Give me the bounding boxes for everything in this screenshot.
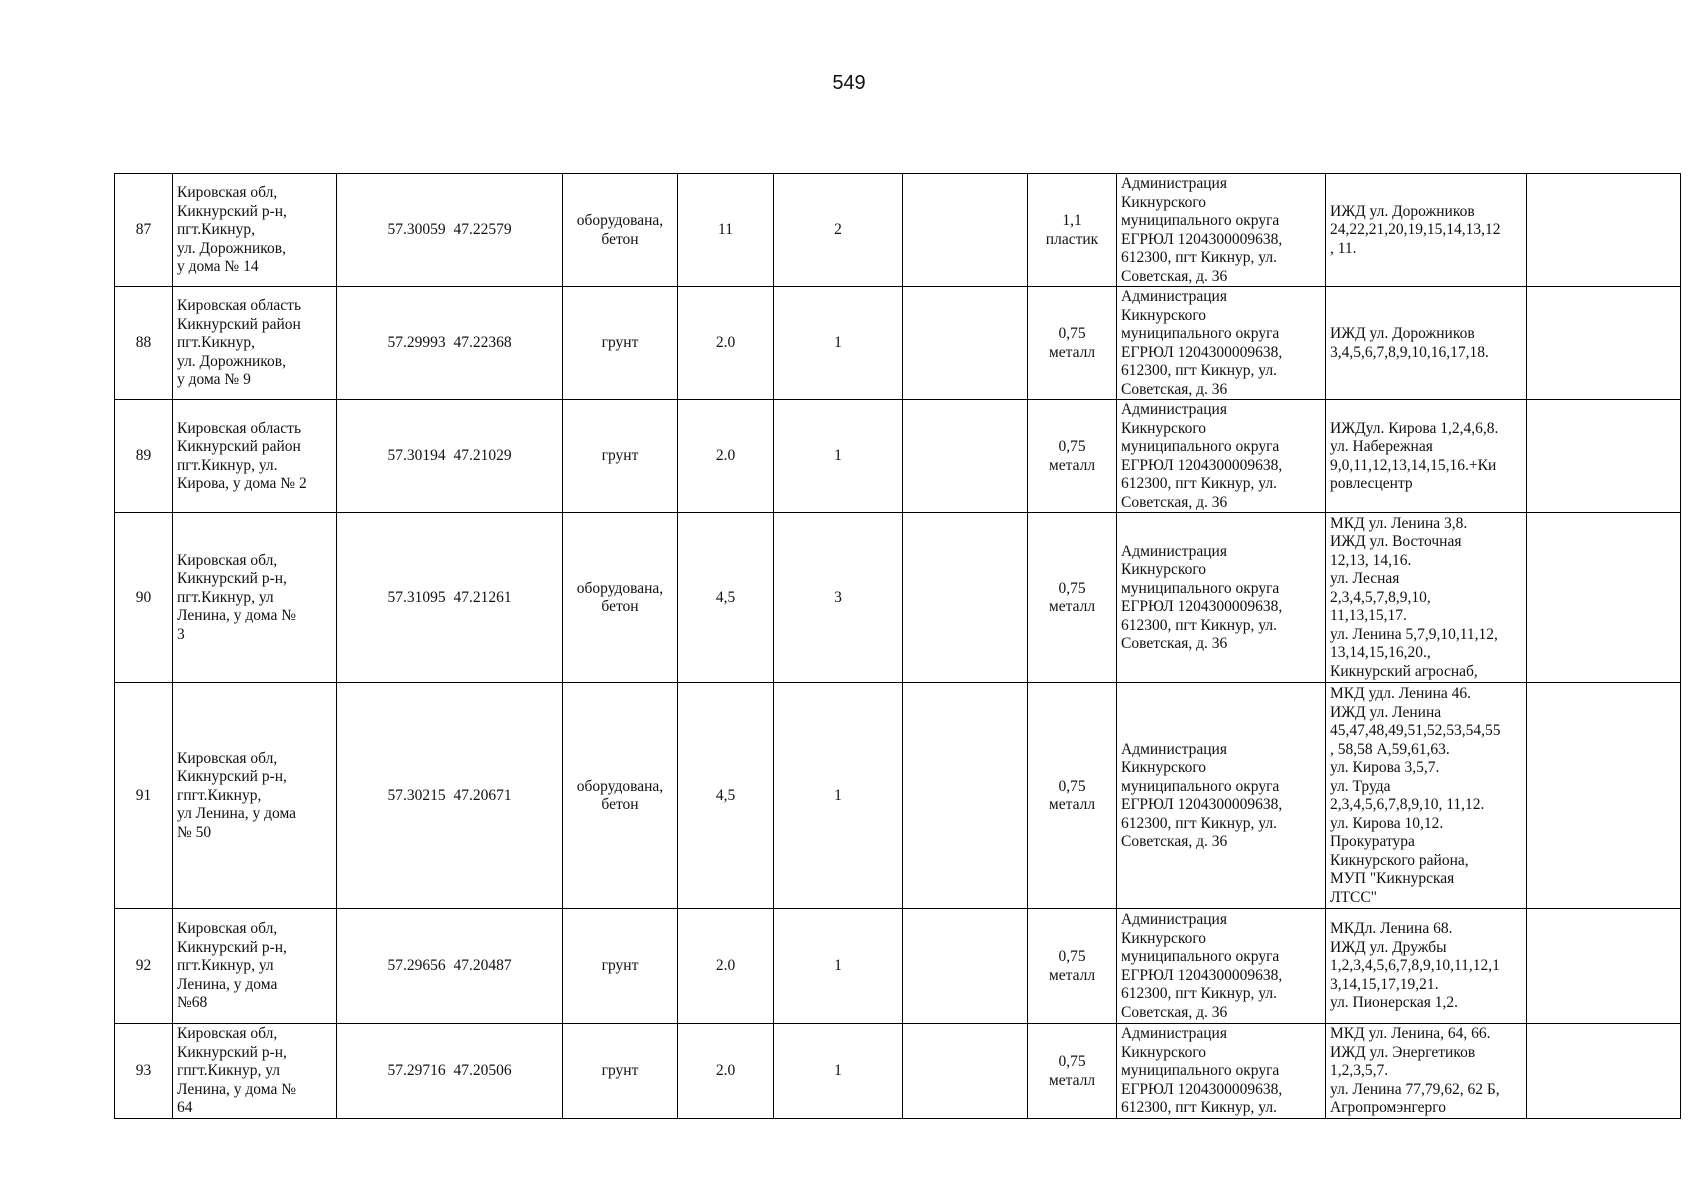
- cell-coordinates: 57.30194 47.21029: [337, 400, 563, 513]
- cell-line: Администрация: [1121, 542, 1227, 560]
- table-row: [115, 287, 1681, 400]
- cell-line: ул. Ленина 5,7,9,10,11,12,: [1330, 625, 1498, 643]
- cell-line: пластик: [1045, 230, 1099, 248]
- cell-line: ул. Труда: [1330, 777, 1391, 795]
- cell-line: 3,4,5,6,7,8,9,10,16,17,18.: [1330, 343, 1489, 361]
- cell-line: 24,22,21,20,19,15,14,13,12: [1330, 221, 1501, 239]
- cell-line: ЕГРЮЛ 1204300009638,: [1121, 343, 1283, 361]
- cell-line: Кикнурский р-н,: [177, 768, 287, 786]
- cell-line: Кикнурский р-н,: [177, 938, 287, 956]
- cell-line: грунт: [601, 447, 639, 465]
- table-row: [115, 909, 1681, 1024]
- cell-extra: [1527, 1024, 1681, 1119]
- cell-line: 612300, пгт Кикнур, ул.: [1121, 814, 1277, 832]
- cell-number: 89: [115, 400, 173, 513]
- cell-waste-sources: [1326, 909, 1527, 1024]
- cell-line: Кикнурского: [1121, 561, 1207, 578]
- cell-line: 612300, пгт Кикнур, ул.: [1121, 985, 1277, 1002]
- cell-line: ИЖД ул. Восточная: [1330, 533, 1462, 551]
- cell-coordinates: 57.30215 47.20671: [337, 683, 563, 909]
- cell-empty: [903, 400, 1028, 513]
- cell-line: ИЖДул. Кирова 1,2,4,6,8.: [1330, 419, 1499, 437]
- cell-line: ул. Дорожников,: [177, 352, 286, 370]
- cell-line: Кикнурского: [1121, 929, 1207, 947]
- cell-line: металл: [1048, 796, 1096, 813]
- cell-owner: [1117, 683, 1326, 909]
- cell-line: муниципального округа: [1121, 948, 1280, 965]
- cell-line: 612300, пгт Кикнур, ул.: [1121, 362, 1277, 379]
- cell-number: 87: [115, 174, 173, 287]
- cell-line: 2,3,4,5,7,8,9,10,: [1330, 588, 1431, 606]
- cell-owner: [1117, 909, 1326, 1024]
- cell-surface: [563, 513, 678, 683]
- cell-line: Кикнурский район: [177, 438, 301, 455]
- cell-line: 612300, пгт Кикнур, ул.: [1121, 249, 1277, 266]
- cell-line: Советская, д. 36: [1121, 635, 1228, 652]
- cell-line: ул. Дорожников,: [177, 239, 286, 257]
- cell-empty: [903, 683, 1028, 909]
- cell-line: ул. Кирова 3,5,7.: [1330, 759, 1440, 776]
- cell-line: Администрация: [1121, 740, 1227, 758]
- cell-container-volume: [1028, 174, 1117, 287]
- cell-line: Администрация: [1121, 1025, 1227, 1043]
- cell-number: 92: [115, 909, 173, 1024]
- cell-address: [173, 683, 337, 909]
- cell-surface: [563, 174, 678, 287]
- cell-line: 13,14,15,16,20.,: [1330, 644, 1431, 662]
- cell-container-volume: [1028, 909, 1117, 1024]
- cell-number: 88: [115, 287, 173, 400]
- cell-empty: [903, 513, 1028, 683]
- cell-line: МУП "Кикнурская: [1330, 870, 1455, 887]
- cell-line: МКД удл. Ленина 46.: [1330, 685, 1472, 702]
- cell-line: Ленина, у дома: [177, 975, 278, 993]
- cell-container-count: 2: [774, 174, 903, 287]
- cell-line: металл: [1048, 598, 1096, 615]
- cell-line: 1,2,3,4,5,6,7,8,9,10,11,12,1: [1330, 957, 1500, 975]
- cell-coordinates: 57.29993 47.22368: [337, 287, 563, 400]
- cell-address: [173, 909, 337, 1024]
- cell-line: муниципального округа: [1121, 212, 1280, 229]
- cell-line: 3,14,15,17,19,21.: [1330, 975, 1439, 993]
- page-number: 549: [832, 72, 866, 94]
- cell-line: Советская, д. 36: [1121, 267, 1228, 285]
- cell-line: оборудована,: [576, 777, 664, 795]
- cell-line: 0,75: [1058, 438, 1086, 455]
- cell-line: 0,75: [1058, 325, 1086, 342]
- cell-line: металл: [1048, 456, 1096, 474]
- cell-line: 0,75: [1058, 948, 1086, 965]
- cell-line: 612300, пгт Кикнур, ул.: [1121, 1099, 1277, 1117]
- cell-line: ИЖД ул. Дорожников: [1330, 202, 1475, 220]
- cell-line: 0,75: [1058, 1053, 1086, 1070]
- cell-area: 2.0: [678, 400, 774, 513]
- cell-line: Кикнурский р-н,: [177, 1043, 287, 1061]
- cell-line: Кировская обл,: [177, 749, 278, 767]
- cell-line: Кикнурского: [1121, 1043, 1207, 1061]
- cell-line: МКД ул. Ленина 3,8.: [1330, 514, 1468, 532]
- cell-line: ул. Ленина 77,79,62, 62 Б,: [1330, 1080, 1500, 1098]
- cell-line: пгт.Кикнур,: [177, 221, 255, 239]
- cell-line: ЕГРЮЛ 1204300009638,: [1121, 966, 1283, 984]
- waste-sites-table: [114, 173, 1681, 1119]
- cell-container-count: 1: [774, 287, 903, 400]
- cell-line: Кировская обл,: [177, 920, 278, 938]
- cell-line: Ленина, у дома №: [177, 1080, 297, 1098]
- cell-line: муниципального округа: [1121, 438, 1280, 455]
- cell-line: пгт.Кикнур, ул: [177, 588, 274, 606]
- cell-line: Кикнурский агроснаб,: [1330, 662, 1478, 680]
- cell-address: [173, 400, 337, 513]
- cell-surface: [563, 400, 678, 513]
- cell-line: 1,1: [1062, 212, 1082, 229]
- cell-extra: [1527, 174, 1681, 287]
- cell-line: гпгт.Кикнур,: [177, 786, 262, 804]
- cell-line: Кировская область: [177, 297, 302, 315]
- cell-line: №68: [177, 994, 208, 1012]
- cell-line: Советская, д. 36: [1121, 833, 1228, 850]
- cell-line: ИЖД ул. Дорожников: [1330, 325, 1475, 342]
- cell-line: Агропромэнгерго: [1330, 1099, 1447, 1117]
- cell-line: оборудована,: [576, 579, 664, 597]
- cell-line: 0,75: [1058, 579, 1086, 597]
- cell-line: Советская, д. 36: [1121, 493, 1228, 511]
- cell-line: Советская, д. 36: [1121, 380, 1228, 398]
- cell-line: ЕГРЮЛ 1204300009638,: [1121, 230, 1283, 248]
- cell-extra: [1527, 287, 1681, 400]
- cell-line: Кикнурского: [1121, 193, 1207, 211]
- cell-line: грунт: [601, 957, 639, 975]
- cell-area: 2.0: [678, 1024, 774, 1119]
- cell-line: металл: [1048, 966, 1096, 984]
- cell-line: 11,13,15,17.: [1330, 607, 1407, 625]
- cell-line: у дома № 14: [177, 258, 259, 276]
- cell-line: Кикнурского: [1121, 306, 1207, 324]
- cell-line: Администрация: [1121, 175, 1227, 192]
- cell-coordinates: 57.29716 47.20506: [337, 1024, 563, 1119]
- cell-line: Кировская обл,: [177, 551, 278, 569]
- cell-line: Кикнурский р-н,: [177, 202, 287, 220]
- cell-line: ЕГРЮЛ 1204300009638,: [1121, 598, 1283, 615]
- cell-owner: [1117, 174, 1326, 287]
- cell-address: [173, 287, 337, 400]
- cell-owner: [1117, 287, 1326, 400]
- cell-owner: [1117, 513, 1326, 683]
- cell-line: , 58,58 А,59,61,63.: [1330, 740, 1450, 758]
- cell-line: ЕГРЮЛ 1204300009638,: [1121, 1080, 1283, 1098]
- cell-line: муниципального округа: [1121, 579, 1280, 597]
- table-row: [115, 400, 1681, 513]
- cell-line: муниципального округа: [1121, 777, 1280, 795]
- cell-line: ЕГРЮЛ 1204300009638,: [1121, 796, 1283, 813]
- cell-surface: [563, 683, 678, 909]
- cell-extra: [1527, 683, 1681, 909]
- cell-waste-sources: [1326, 174, 1527, 287]
- cell-address: [173, 174, 337, 287]
- cell-line: МКДл. Ленина 68.: [1330, 920, 1453, 938]
- cell-container-count: 1: [774, 683, 903, 909]
- cell-line: Кировская обл,: [177, 184, 278, 202]
- cell-line: пгт.Кикнур, ул.: [177, 456, 278, 474]
- cell-line: гпгт.Кикнур, ул: [177, 1062, 281, 1080]
- cell-line: ЛТСС": [1330, 888, 1377, 906]
- table-row: [115, 1024, 1681, 1119]
- cell-container-count: 1: [774, 909, 903, 1024]
- cell-number: 90: [115, 513, 173, 683]
- cell-line: бетон: [601, 230, 639, 248]
- cell-container-volume: [1028, 683, 1117, 909]
- cell-line: металл: [1048, 343, 1096, 361]
- cell-waste-sources: [1326, 400, 1527, 513]
- cell-line: Прокуратура: [1330, 833, 1415, 850]
- cell-line: у дома № 9: [177, 371, 251, 389]
- cell-line: Кировская область: [177, 419, 302, 437]
- cell-surface: [563, 909, 678, 1024]
- cell-empty: [903, 909, 1028, 1024]
- table-row: [115, 683, 1681, 909]
- cell-line: Кикнурский район: [177, 315, 301, 333]
- cell-line: № 50: [177, 823, 212, 841]
- cell-line: Кикнурского: [1121, 759, 1207, 776]
- cell-line: 2,3,4,5,6,7,8,9,10, 11,12.: [1330, 796, 1485, 813]
- cell-line: муниципального округа: [1121, 1062, 1280, 1080]
- cell-empty: [903, 174, 1028, 287]
- cell-address: [173, 1024, 337, 1119]
- cell-number: 91: [115, 683, 173, 909]
- cell-line: Администрация: [1121, 401, 1227, 418]
- cell-number: 93: [115, 1024, 173, 1119]
- cell-extra: [1527, 400, 1681, 513]
- cell-line: ИЖД ул. Дружбы: [1330, 938, 1447, 956]
- cell-empty: [903, 1024, 1028, 1119]
- table-row: [115, 174, 1681, 287]
- cell-line: ул. Кирова 10,12.: [1330, 814, 1444, 832]
- cell-line: 45,47,48,49,51,52,53,54,55: [1330, 722, 1501, 739]
- cell-line: 1,2,3,5,7.: [1330, 1062, 1389, 1080]
- cell-container-volume: [1028, 513, 1117, 683]
- cell-line: Кировская обл,: [177, 1025, 278, 1043]
- cell-container-count: 3: [774, 513, 903, 683]
- cell-line: бетон: [601, 598, 639, 615]
- cell-address: [173, 513, 337, 683]
- cell-area: 11: [678, 174, 774, 287]
- cell-line: грунт: [601, 334, 639, 352]
- cell-coordinates: 57.31095 47.21261: [337, 513, 563, 683]
- cell-line: грунт: [601, 1062, 639, 1080]
- cell-line: 3: [177, 625, 185, 643]
- cell-line: Администрация: [1121, 288, 1227, 305]
- cell-line: пгт.Кикнур,: [177, 334, 255, 352]
- cell-waste-sources: [1326, 1024, 1527, 1119]
- cell-line: ул. Лесная: [1330, 570, 1400, 588]
- cell-line: 9,0,11,12,13,14,15,16.+Ки: [1330, 456, 1497, 474]
- cell-area: 4,5: [678, 683, 774, 909]
- cell-line: Кирова, у дома № 2: [177, 475, 307, 492]
- cell-area: 2.0: [678, 287, 774, 400]
- cell-line: металл: [1048, 1071, 1096, 1089]
- cell-area: 4,5: [678, 513, 774, 683]
- cell-container-count: 1: [774, 400, 903, 513]
- cell-surface: [563, 1024, 678, 1119]
- cell-owner: [1117, 400, 1326, 513]
- cell-line: ул. Набережная: [1330, 438, 1433, 455]
- cell-line: оборудована,: [576, 212, 664, 229]
- cell-line: Ленина, у дома №: [177, 607, 297, 625]
- cell-coordinates: 57.29656 47.20487: [337, 909, 563, 1024]
- cell-line: пгт.Кикнур, ул: [177, 957, 274, 975]
- cell-line: муниципального округа: [1121, 325, 1280, 342]
- cell-line: 0,75: [1058, 777, 1086, 795]
- cell-empty: [903, 287, 1028, 400]
- cell-coordinates: 57.30059 47.22579: [337, 174, 563, 287]
- cell-waste-sources: [1326, 683, 1527, 909]
- cell-line: Советская, д. 36: [1121, 1003, 1228, 1021]
- cell-line: ул Ленина, у дома: [177, 805, 297, 823]
- cell-container-volume: [1028, 287, 1117, 400]
- cell-line: 612300, пгт Кикнур, ул.: [1121, 475, 1277, 492]
- cell-line: , 11.: [1330, 239, 1357, 257]
- cell-line: Администрация: [1121, 911, 1227, 928]
- cell-container-count: 1: [774, 1024, 903, 1119]
- cell-waste-sources: [1326, 513, 1527, 683]
- cell-area: 2.0: [678, 909, 774, 1024]
- cell-line: ЕГРЮЛ 1204300009638,: [1121, 456, 1283, 474]
- cell-line: Кикнурский р-н,: [177, 570, 287, 588]
- cell-extra: [1527, 909, 1681, 1024]
- cell-line: ровлесцентр: [1330, 475, 1413, 492]
- cell-line: ИЖД ул. Энергетиков: [1330, 1043, 1476, 1061]
- cell-line: ул. Пионерская 1,2.: [1330, 994, 1459, 1012]
- cell-owner: [1117, 1024, 1326, 1119]
- cell-line: 12,13, 14,16.: [1330, 551, 1412, 569]
- cell-waste-sources: [1326, 287, 1527, 400]
- cell-line: ИЖД ул. Ленина: [1330, 703, 1442, 721]
- cell-surface: [563, 287, 678, 400]
- cell-line: 64: [177, 1099, 193, 1117]
- cell-line: бетон: [601, 796, 639, 813]
- cell-line: 612300, пгт Кикнур, ул.: [1121, 616, 1277, 634]
- cell-container-volume: [1028, 400, 1117, 513]
- cell-line: МКД ул. Ленина, 64, 66.: [1330, 1025, 1491, 1043]
- cell-container-volume: [1028, 1024, 1117, 1119]
- cell-extra: [1527, 513, 1681, 683]
- table-row: [115, 513, 1681, 683]
- cell-line: Кикнурского района,: [1330, 851, 1469, 869]
- cell-line: Кикнурского: [1121, 419, 1207, 437]
